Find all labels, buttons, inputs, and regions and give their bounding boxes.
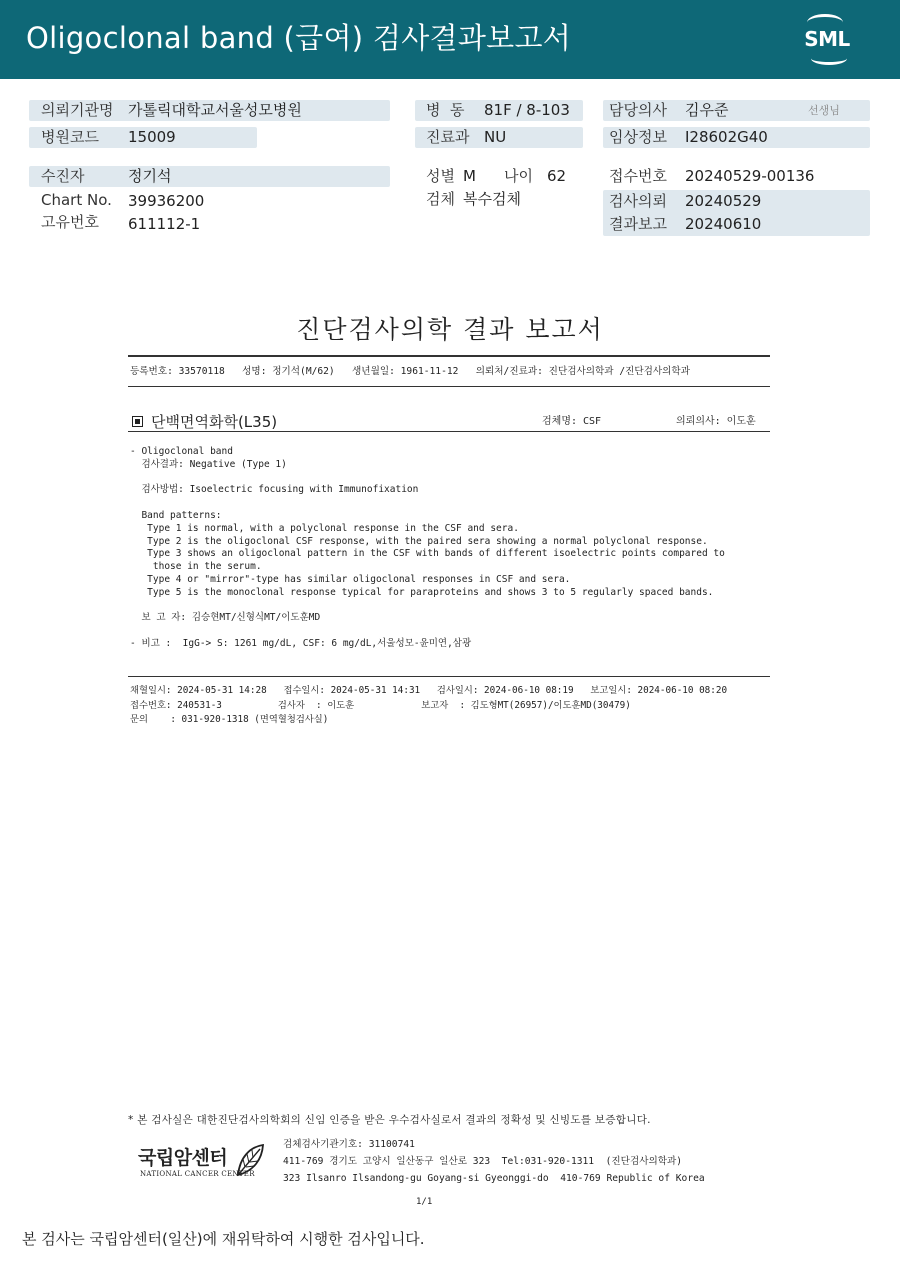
doctor-suffix: 선생님 bbox=[808, 104, 840, 117]
sex-label: 성별 bbox=[426, 167, 455, 185]
page-title: Oligoclonal band (급여) 검사결과보고서 bbox=[26, 21, 572, 55]
result-line: 보 고 자: 김승현MT/신형식MT/이도훈MD bbox=[130, 612, 321, 624]
address-line: 검체검사기관기호: 31100741 bbox=[283, 1139, 415, 1150]
chart-label: Chart No. bbox=[41, 191, 112, 209]
patient-value: 정기석 bbox=[128, 167, 172, 185]
address-line: 323 Ilsanro Ilsandong-gu Goyang-si Gyeonggi-do 410-769 Republic of Korea bbox=[283, 1173, 705, 1184]
section-square-icon bbox=[132, 416, 143, 427]
result-line bbox=[130, 625, 725, 638]
requesting-doctor: 의뢰의사: 이도훈 bbox=[676, 416, 756, 427]
request-value: 20240529 bbox=[685, 192, 762, 210]
result-line: Type 2 is the oligoclonal CSF response, with the paired sera showing a normal polyclonal response. bbox=[130, 535, 708, 547]
logo-arc-bottom bbox=[811, 52, 847, 65]
hospital-code-value: 15009 bbox=[128, 128, 176, 146]
age-value: 62 bbox=[547, 167, 567, 185]
page-number: 1/1 bbox=[416, 1197, 433, 1207]
dept-label: 진료과 bbox=[426, 128, 470, 146]
result-line: Type 3 shows an oligoclonal pattern in the CSF with bands of different isoelectric points compared to bbox=[130, 548, 725, 560]
result-text-block bbox=[130, 446, 725, 651]
hospital-code-label: 병원코드 bbox=[41, 128, 99, 146]
meta-line: 채혈일시: 2024-05-31 14:28 접수일시: 2024-05-31 14:31 검사일시: 2024-06-10 08:19 보고일시: 2024-06-10 08:20 bbox=[130, 685, 728, 696]
receipt-label: 접수번호 bbox=[609, 167, 667, 185]
specimen-value: 복수검체 bbox=[463, 190, 521, 208]
ward-label: 병 동 bbox=[426, 101, 465, 119]
result-line bbox=[130, 472, 725, 485]
certification-note: * 본 검사실은 대한진단검사의학회의 신임 인증을 받은 우수검사실로서 결과의 정확성 및 신빙도를 보증합니다. bbox=[128, 1114, 651, 1126]
result-line: - Oligoclonal band bbox=[130, 446, 233, 457]
ward-value: 81F / 8-103 bbox=[484, 101, 570, 119]
clinical-label: 임상정보 bbox=[609, 128, 667, 146]
meta-divider bbox=[128, 676, 770, 677]
result-line bbox=[130, 600, 725, 613]
section-divider bbox=[128, 431, 770, 432]
dept-value: NU bbox=[484, 128, 507, 146]
result-line: 검사결과: Negative (Type 1) bbox=[130, 458, 287, 470]
request-label: 검사의뢰 bbox=[609, 192, 667, 210]
consignment-note: 본 검사는 국립암센터(일산)에 재위탁하여 시행한 검사입니다. bbox=[22, 1230, 425, 1248]
address-line: 411-769 경기도 고양시 일산동구 일산로 323 Tel:031-920-1311 (진단검사의학과) bbox=[283, 1156, 683, 1167]
specimen-label: 검체 bbox=[426, 190, 455, 208]
center-name-korean: 국립암센터 bbox=[138, 1147, 228, 1169]
report-title: 진단검사의학 결과 보고서 bbox=[296, 315, 604, 344]
meta-line: 문의 : 031-920-1318 (면역혈청검사실) bbox=[130, 714, 329, 725]
reg-line-bottom-divider bbox=[128, 386, 770, 387]
institution-label: 의뢰기관명 bbox=[41, 101, 114, 119]
section-header bbox=[132, 411, 277, 432]
result-value: 20240610 bbox=[685, 215, 762, 233]
national-cancer-center-logo bbox=[138, 1143, 268, 1183]
header-bar bbox=[0, 0, 900, 79]
patient-label: 수진자 bbox=[41, 167, 85, 185]
logo-text: SML bbox=[804, 27, 850, 51]
meta-block bbox=[130, 684, 727, 728]
result-line: Band patterns: bbox=[130, 509, 222, 521]
unique-value: 611112-1 bbox=[128, 215, 201, 233]
unique-label: 고유번호 bbox=[41, 213, 99, 231]
result-line: those in the serum. bbox=[130, 561, 262, 573]
chart-value: 39936200 bbox=[128, 192, 205, 210]
sml-logo bbox=[800, 12, 854, 66]
center-name-english: NATIONAL CANCER CENTER bbox=[140, 1170, 255, 1178]
receipt-value: 20240529-00136 bbox=[685, 167, 815, 185]
doctor-value: 김우준 bbox=[685, 101, 729, 119]
result-line: Type 5 is the monoclonal response typical for paraproteins and shows 3 to 5 regularly spaced bands. bbox=[130, 586, 714, 598]
registration-line: 등록번호: 33570118 성명: 정기석(M/62) 생년월일: 1961-11-12 의뢰처/진료과: 진단검사의학과 /진단검사의학과 bbox=[130, 366, 690, 377]
reg-line-top-divider bbox=[128, 355, 770, 357]
clinical-value: I28602G40 bbox=[685, 128, 768, 146]
result-label: 결과보고 bbox=[609, 215, 667, 233]
section-title: 단백면역화학(L35) bbox=[151, 413, 278, 431]
result-line: 검사방법: Isoelectric focusing with Immunofixation bbox=[130, 484, 419, 496]
result-line bbox=[130, 497, 725, 510]
institution-value: 가톨릭대학교서울성모병원 bbox=[128, 101, 302, 119]
result-line: Type 1 is normal, with a polyclonal response in the CSF and sera. bbox=[130, 522, 519, 534]
specimen-name: 검체명: CSF bbox=[542, 416, 602, 427]
meta-line: 접수번호: 240531-3 검사자 : 이도훈 보고자 : 김도형MT(26957)/이도훈MD(30479) bbox=[130, 699, 631, 711]
address-block bbox=[283, 1136, 705, 1187]
sex-value: M bbox=[463, 167, 476, 185]
age-label: 나이 bbox=[504, 167, 533, 185]
result-line: Type 4 or "mirror"-type has similar oligoclonal responses in CSF and sera. bbox=[130, 573, 571, 585]
doctor-label: 담당의사 bbox=[609, 101, 667, 119]
leaf-icon bbox=[234, 1143, 266, 1179]
result-line: - 비고 : IgG-> S: 1261 mg/dL, CSF: 6 mg/dL,서울성모-윤미연,삼광 bbox=[130, 637, 472, 649]
